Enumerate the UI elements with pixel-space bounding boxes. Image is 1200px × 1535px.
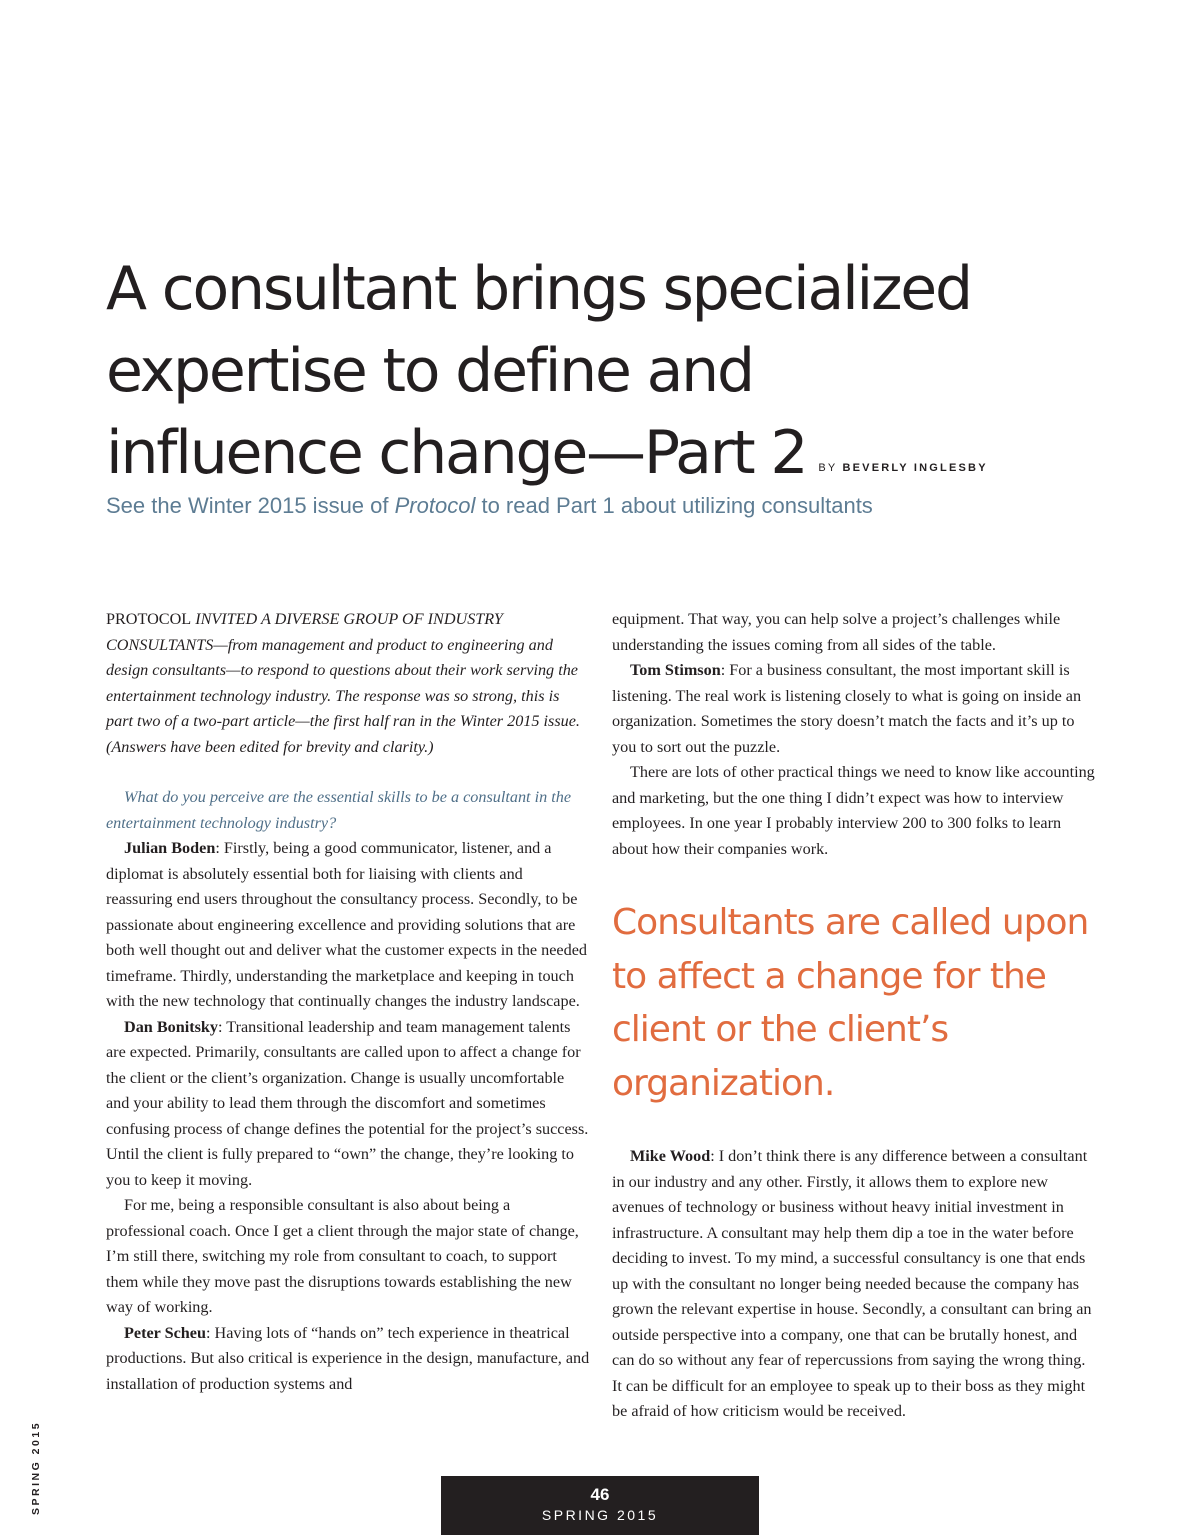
continued-paragraph: equipment. That way, you can help solve a project’s challenges while understanding the issues coming from all sides of the table.	[612, 610, 1061, 654]
right-column	[612, 607, 1096, 1425]
respondent-name: Julian Boden	[124, 839, 216, 857]
answer-paragraph	[612, 658, 1096, 760]
question: What do you perceive are the essential skills to be a consultant in the entertainment technology industry?	[106, 788, 572, 832]
answer-text: : Transitional leadership and team management talents are expected. Primarily, consultants are called upon to affect a change for the client or the client’s organization. Change is usually uncomfortable and your ability to lead them through the discomfort and sometimes confusing process of change defines the potential for the project’s success. Until the client is fully prepared to “own” the change, they’re looking to you to keep it moving.	[106, 1017, 589, 1189]
respondent-name: Tom Stimson	[630, 661, 721, 679]
article-title	[106, 248, 1106, 509]
answer-paragraph: For me, being a responsible consultant is also about being a professional coach. Once I get a client through the major state of change, I’m still there, switching my role from consultant to coach, to support them while they move past the disruptions towards establishing the new way of working.	[106, 1196, 579, 1316]
byline-prefix: BY	[818, 462, 838, 474]
footer-issue: SPRING 2015	[541, 1507, 659, 1523]
side-issue-label: SPRING 2015	[30, 1420, 42, 1515]
title-line-1: A consultant brings specialized	[106, 254, 971, 324]
title-line-3: influence change—Part 2	[106, 418, 807, 488]
subtitle-after: to read Part 1 about utilizing consultants	[475, 493, 873, 518]
page-footer	[441, 1476, 759, 1535]
pull-quote: Consultants are called upon to affect a change for the client or the client’s organization.	[612, 902, 1089, 1104]
answer-text: : For a business consultant, the most important skill is listening. The real work is listening closely to what is going on inside an organization. Sometimes the story doesn’t match the facts and it’s up to you to sort out the puzzle.	[612, 661, 1082, 756]
answer-paragraph	[106, 836, 590, 1015]
intro-text: INVITED A DIVERSE GROUP OF INDUSTRY CONSULTANTS—from management and product to engineering and design consultants—to respond to questions about their work serving the entertainment technology industry. The response was so strong, this is part two of a two-part article—the first half ran in the Winter 2015 issue. (Answers have been edited for brevity and clarity.)	[106, 610, 580, 756]
answer-text: : Having lots of “hands on” tech experience in theatrical productions. But also critical is experience in the design, manufacture, and installation of production systems and	[106, 1323, 590, 1393]
respondent-name: Dan Bonitsky	[124, 1017, 219, 1036]
answer-paragraph: There are lots of other practical things we need to know like accounting and marketing, but the one thing I didn’t expect was how to interview employees. In one year I probably interview 200 to 300 folks to learn about how their companies work.	[612, 763, 1095, 858]
intro-paragraph	[106, 607, 590, 760]
answer-paragraph	[106, 1321, 590, 1398]
left-column	[106, 607, 590, 1397]
byline-author: BEVERLY INGLESBY	[842, 462, 988, 474]
answer-text: : Firstly, being a good communicator, listener, and a diplomat is absolutely essential both for liaising with clients and reassuring end users throughout the consultancy process. Secondly, to be passionate about engineering excellence and providing solutions that are both well thought out and deliver what the customer expects in the needed timeframe. Thirdly, understanding the marketplace and keeping in touch with the new technology that continually changes the industry landscape.	[106, 839, 587, 1010]
answer-paragraph	[612, 1144, 1096, 1425]
answer-paragraph	[106, 1015, 590, 1194]
page-number: 46	[590, 1485, 610, 1504]
article-subtitle	[106, 493, 873, 519]
respondent-name: Peter Scheu	[124, 1323, 206, 1342]
title-line-2: expertise to define and	[106, 336, 753, 406]
subtitle-publication: Protocol	[394, 493, 476, 518]
respondent-name: Mike Wood	[630, 1147, 711, 1165]
subtitle-before: See the Winter 2015 issue of	[106, 493, 395, 518]
intro-caps: PROTOCOL	[106, 610, 192, 628]
byline	[818, 462, 987, 474]
answer-text: : I don’t think there is any difference between a consultant in our industry and any other. Firstly, it allows them to explore new avenues of technology or business without heavy initial investment in infrastructure. A consultant may help them dip a toe in the water before deciding to invest. To my mind, a successful consultancy is one that ends up with the consultant no longer being needed because the company has grown the relevant expertise in house. Secondly, a consultant can bring an outside perspective into a company, one that can be brutally honest, and can do so without any fear of repercussions from saying the wrong thing. It can be difficult for an employee to speak up to their boss as they might be afraid of how criticism would be received.	[612, 1147, 1092, 1420]
